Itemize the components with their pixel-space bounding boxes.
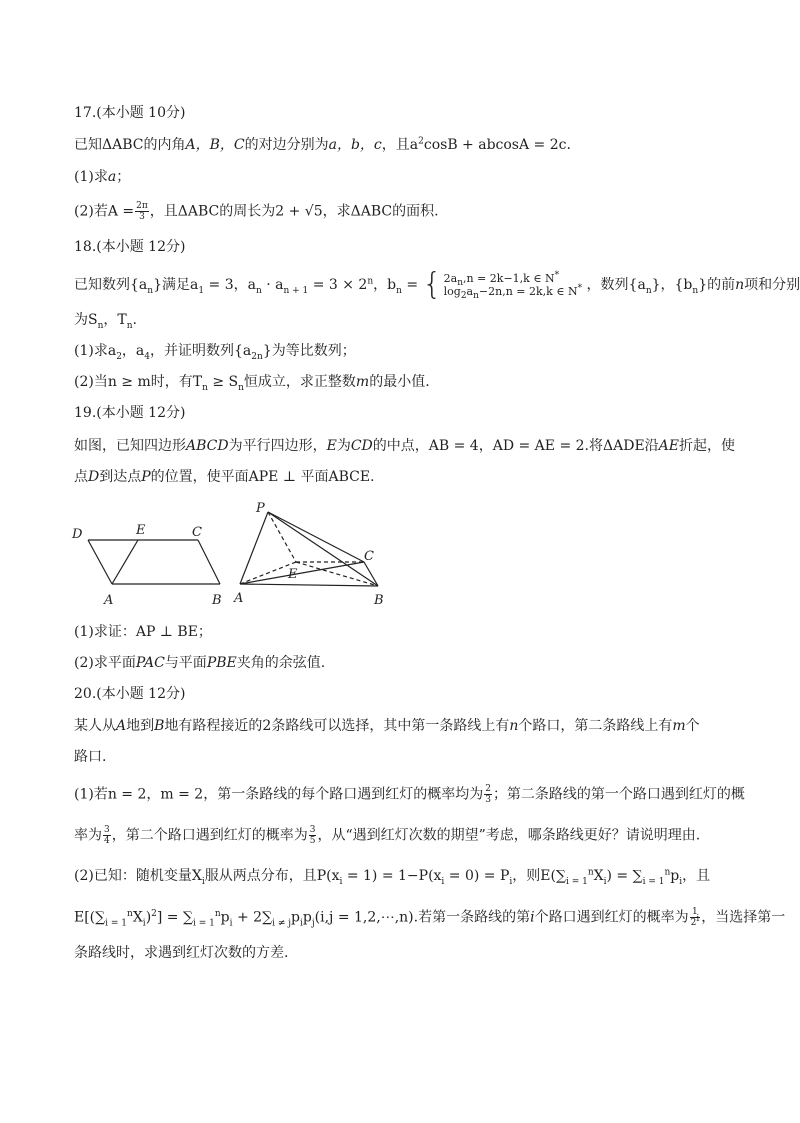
q18-stem-line2: 为$S_n$，$T_n$. bbox=[74, 312, 137, 331]
q19-header: 19.(本小题 12分) bbox=[74, 405, 186, 421]
q20-stem: 某人从A地到B地有路程接近的2条路线可以选择，其中第一条路线上有n个路口，第二条路线上有m个 bbox=[74, 718, 700, 734]
q20-header: 20.(本小题 12分) bbox=[74, 686, 186, 702]
q19-stem-line2: 点D到达点P的位置，使平面APE ⊥ 平面ABCE. bbox=[74, 469, 375, 485]
q20-part1: (1)若n = 2，m = 2，第一条路线的每个路口遇到红灯的概率均为 $\frac{2}{3}$ ；第二条路线的第一个路口遇到红灯的概 bbox=[74, 784, 745, 805]
q19-part1: (1)求证：AP ⊥ BE； bbox=[74, 624, 212, 640]
q17-part2: (2)若A = $\frac{2\pi}{3}$ ，且ΔABC的周长为2 + √5，求ΔABC的面积. bbox=[74, 201, 439, 222]
figure-right-pyramid bbox=[240, 512, 378, 586]
q18-header: 18.(本小题 12分) bbox=[74, 239, 186, 255]
q19-figure bbox=[60, 498, 400, 610]
label-A-left: A bbox=[104, 593, 114, 608]
label-A-right: A bbox=[234, 591, 244, 606]
label-P-right: P bbox=[256, 501, 265, 516]
label-C-left: C bbox=[192, 525, 202, 540]
q19-part2: (2)求平面PAC与平面PBE夹角的余弦值. bbox=[74, 655, 326, 671]
q20-part2: (2)已知：随机变量$X_i$服从两点分布，且$P(x_i = 1) = 1-P(x_i = 0) = P_i$，则$E(\sum_{i = 1}^nX_i) = \sum_{i = 1}^np_i$，且 bbox=[74, 867, 711, 887]
label-E-left: E bbox=[136, 523, 146, 538]
q20-stem-line2: 路口. bbox=[74, 749, 107, 765]
q20-part1-line2: 率为 $\frac{3}{4}$ ，第二个路口遇到红灯的概率为 $\frac{3}{5}$ ，从“遇到红灯次数的期望”考虑，哪条路线更好？请说明理由. bbox=[74, 825, 701, 846]
label-C-right: C bbox=[364, 549, 374, 564]
label-D-left: D bbox=[72, 527, 83, 542]
q17-part1: (1)求a； bbox=[74, 169, 131, 185]
q18-part1: (1)求$a_2$，$a_4$，并证明数列$\{a_{2n}\}$为等比数列； bbox=[74, 343, 356, 362]
q17-header: 17.(本小题 10分) bbox=[74, 105, 186, 121]
label-B-right: B bbox=[374, 593, 384, 608]
q18-stem: 已知数列$\{a_n\}$满足$a_1 = 3$，$a_n \cdot a_{n + 1} = 3 \times 2^n$，$b_n$ = { $2a_n,n = 2k-1,k$ ∈ N* $\log_2a_n-2n,n = 2k,k$ ∈ N* ，数列$\{a_n\}$，$\{b_n\}$的前n项和分别 bbox=[74, 267, 800, 302]
q18-part2: (2)当n ≥ m时，有$T_n \ge S_n$恒成立，求正整数m的最小值. bbox=[74, 374, 430, 393]
label-B-left: B bbox=[212, 593, 222, 608]
q20-part2-line2: $E[(\sum_{i = 1}^nX_i)^2] = \sum_{i = 1}^np_i + 2\sum_{i \ne j}p_ip_j(i,j$ = 1,2,⋯,n).若第一条路线的第i个路口遇到红灯的概率为 $\frac{1}{2^i}$ ，当选择第一 bbox=[74, 907, 786, 929]
q17-stem: 已知ΔABC的内角A，B，C的对边分别为a，b，c，且$a^2\cos B + abcosA = 2c$. bbox=[74, 136, 571, 153]
figure-left-parallelogram bbox=[88, 540, 220, 584]
label-E-right: E bbox=[288, 567, 298, 582]
q20-part2-line3: 条路线时，求遇到红灯次数的方差. bbox=[74, 945, 289, 961]
q19-stem: 如图，已知四边形ABCD为平行四边形，E为CD的中点，AB = 4，AD = AE = 2.将ΔADE沿AE折起，使 bbox=[74, 438, 736, 454]
